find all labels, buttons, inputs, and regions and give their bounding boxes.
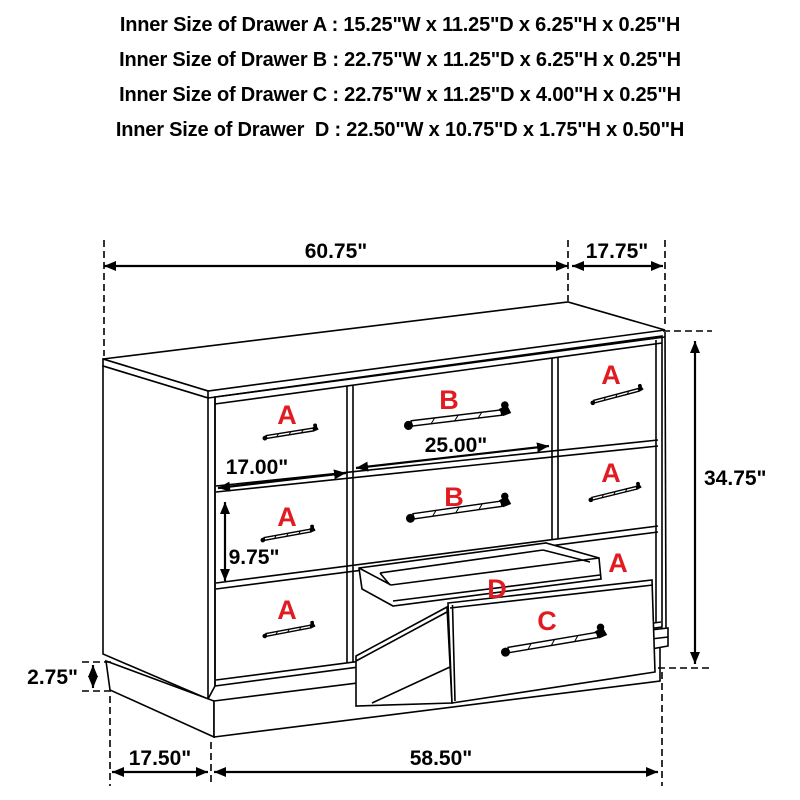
dim-label-top-width: 60.75" [304, 240, 368, 263]
label-drawer-c: C [537, 606, 557, 636]
label-drawer-a-row1-right: A [601, 360, 621, 390]
dim-label-base-width: 58.50" [409, 747, 473, 770]
dim-label-base-height: 2.75" [27, 666, 78, 689]
spec-line-drawer-b: Inner Size of Drawer B : 22.75"W x 11.25"D x 6.25"H x 0.25"H [119, 49, 681, 71]
dim-label-base-depth: 17.50" [128, 747, 192, 770]
label-drawer-a-row1-left: A [277, 400, 297, 430]
dim-label-drawer-a-width: 17.00" [225, 456, 289, 479]
label-drawer-a-row2-right: A [601, 458, 621, 488]
bottom-left-step-line [208, 686, 215, 699]
dim-label-top-depth: 17.75" [585, 240, 649, 263]
label-drawer-b-row2: B [444, 482, 464, 512]
dresser-left-side-panel [103, 366, 208, 699]
spec-line-drawer-d: Inner Size of Drawer D : 22.50"W x 10.75"D x 1.75"H x 0.50"H [115, 119, 685, 141]
dim-label-drawer-b-width: 25.00" [424, 434, 488, 457]
spec-line-drawer-c: Inner Size of Drawer C : 22.75"W x 11.25"D x 4.00"H x 0.25"H [119, 84, 681, 106]
label-drawer-a-row3-left: A [277, 595, 297, 625]
label-drawer-d: D [487, 574, 507, 604]
dim-label-drawer-a-height: 9.75" [228, 546, 280, 569]
right-outer-edge-line [665, 332, 666, 629]
spec-line-drawer-a: Inner Size of Drawer A : 15.25"W x 11.25"D x 6.25"H x 0.25"H [119, 14, 681, 36]
label-drawer-b-row1: B [439, 385, 459, 415]
label-drawer-a-row3-right: A [608, 548, 628, 578]
dim-label-height: 34.75" [704, 467, 767, 490]
label-drawer-a-row2-left: A [277, 502, 297, 532]
